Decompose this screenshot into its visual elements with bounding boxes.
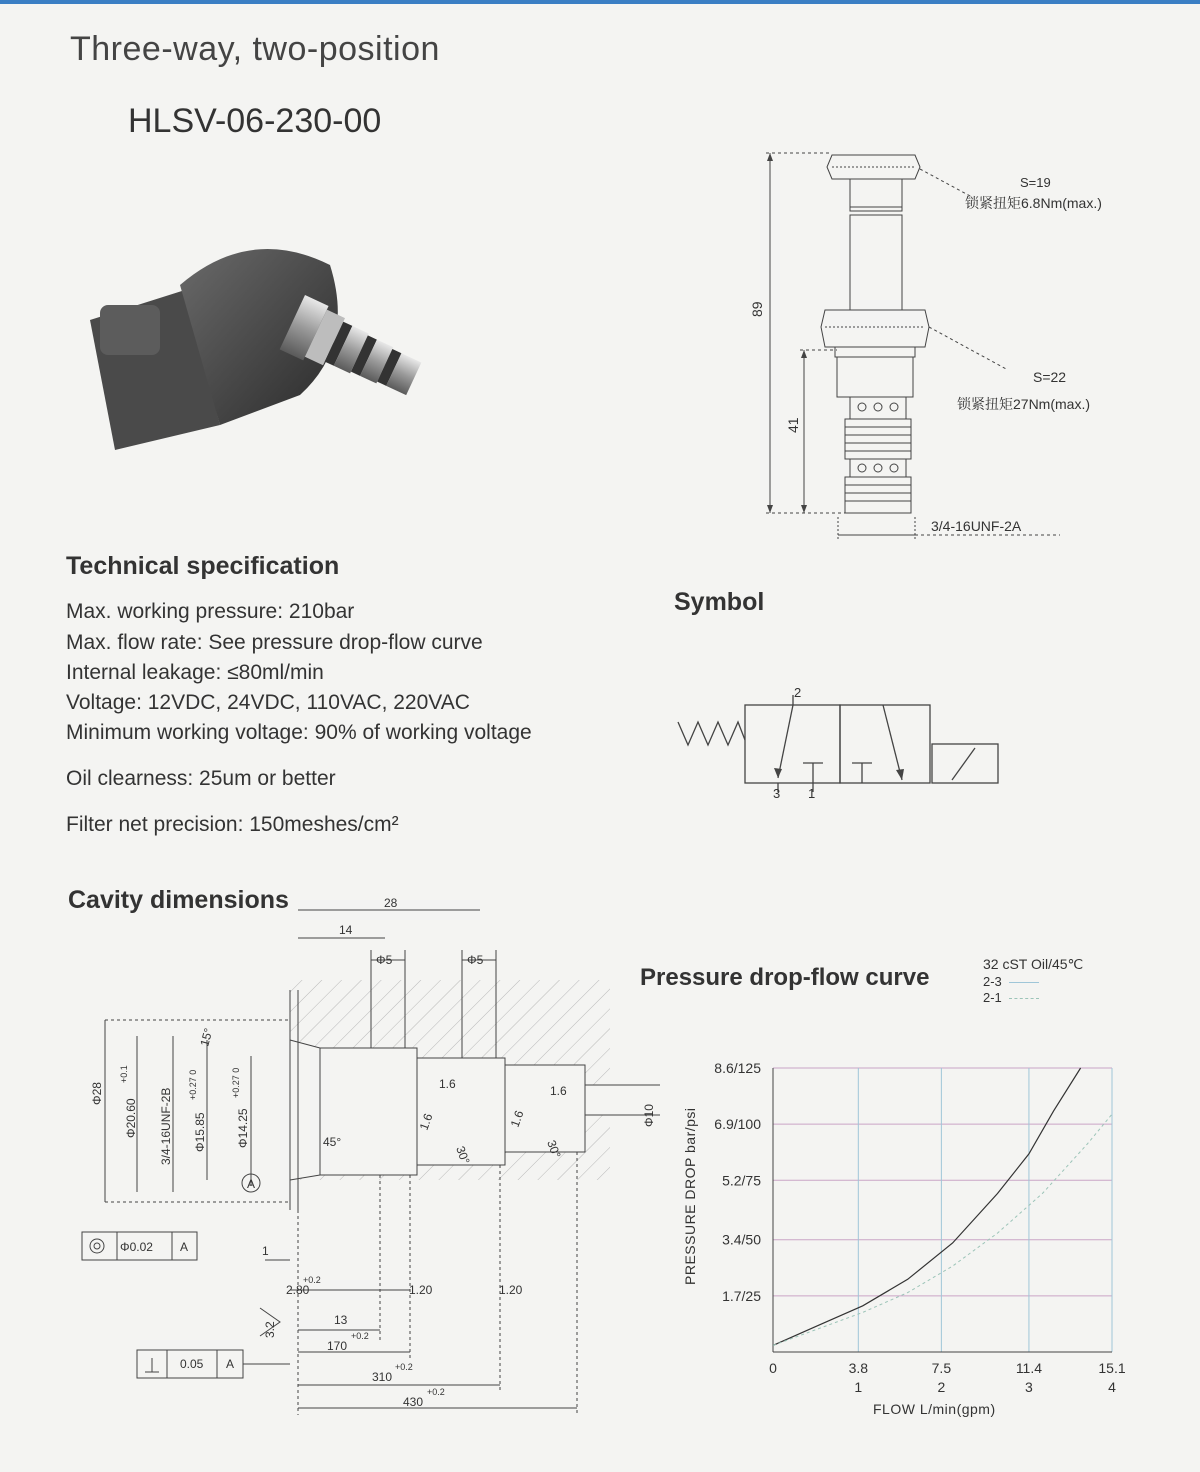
y-tick-label: 8.6/125 [714, 1060, 761, 1076]
legend-label: 2-1 [983, 990, 1002, 1005]
top-accent-bar [0, 0, 1200, 4]
hydraulic-symbol [670, 680, 1010, 810]
dim-unf: 3/4-16UNF-2B [159, 1087, 173, 1165]
angle-30-a: 30° [453, 1144, 473, 1167]
product-photo [70, 225, 460, 465]
spec-item: Oil clearness: 25um or better [66, 767, 336, 790]
dim-insert-length: 41 [785, 417, 801, 433]
x-tick-label: 7.5 [931, 1360, 952, 1376]
port-3-label: 3 [773, 786, 781, 801]
dim-phi5-b: Φ5 [467, 953, 484, 967]
datum-a: A [247, 1177, 256, 1191]
dim-d13: 13 [334, 1313, 348, 1327]
dim-phi10: Φ10 [642, 1104, 656, 1127]
spec-item: Voltage: 12VDC, 24VDC, 110VAC, 220VAC [66, 691, 470, 714]
series-line-2-3 [773, 1068, 1081, 1345]
tol-phi2060: +0.1 [119, 1065, 129, 1083]
cavity-drawing [75, 890, 670, 1425]
x-tick-label: 15.1 [1098, 1360, 1126, 1376]
valve-outline-drawing [740, 145, 1180, 550]
chart-x-ticks [769, 1360, 1126, 1395]
symbol-title: Symbol [674, 588, 765, 616]
dim-phi1585: Φ15.85 [193, 1112, 207, 1152]
chart-y-ticks [714, 1060, 761, 1304]
dim-d430: 430 [403, 1395, 424, 1409]
concentricity-ref: A [180, 1240, 189, 1254]
spec-item: Max. working pressure: 210bar [66, 600, 355, 623]
dim-phi28: Φ28 [90, 1082, 104, 1105]
dim-d280: 2.80 [286, 1283, 310, 1297]
hex-top-torque: 锁紧扭矩6.8Nm(max.) [965, 195, 1102, 211]
x-axis-label: FLOW L/min(gpm) [873, 1401, 996, 1417]
page-title: Three-way, two-position [70, 30, 440, 68]
legend-label: 2-3 [983, 974, 1002, 989]
dim-w14: 14 [339, 923, 353, 937]
hex-top-size: S=19 [1020, 175, 1051, 190]
dim-d32: 3.2 [263, 1321, 277, 1338]
tol-d280: +0.2 [303, 1275, 321, 1285]
tol-d430: +0.2 [427, 1387, 445, 1397]
legend-swatch [1009, 982, 1039, 983]
x-tick-label-gpm: 4 [1108, 1379, 1116, 1395]
legend-item-2-1 [983, 990, 1039, 1005]
tol-phi1425: +0.27 0 [231, 1067, 241, 1098]
dim-phi5-a: Φ5 [376, 953, 393, 967]
y-tick-label: 6.9/100 [714, 1116, 761, 1133]
dim-d1: 1 [262, 1244, 269, 1258]
y-tick-label: 5.2/75 [722, 1172, 761, 1189]
x-tick-label: 11.4 [1015, 1360, 1043, 1376]
x-tick-label-gpm: 3 [1025, 1379, 1033, 1395]
hex-mid-torque: 锁紧扭矩27Nm(max.) [957, 396, 1091, 412]
spec-item: Max. flow rate: See pressure drop-flow curve [66, 631, 483, 654]
series-line-2-1 [773, 1114, 1112, 1345]
dim-phi1425: Φ14.25 [236, 1108, 250, 1148]
rough-4: 1.6 [550, 1084, 567, 1098]
perpendicularity-value: 0.05 [180, 1357, 204, 1371]
legend-swatch [1009, 998, 1039, 999]
angle-45: 45° [323, 1135, 342, 1149]
dim-d120-b: 1.20 [499, 1283, 523, 1297]
dim-d310: 310 [372, 1370, 393, 1384]
legend-item-2-3 [983, 974, 1039, 989]
spec-item: Internal leakage: ≤80ml/min [66, 661, 324, 684]
oil-condition: 32 cST Oil/45℃ [983, 956, 1084, 972]
x-tick-label: 3.8 [848, 1360, 869, 1376]
dim-total-length: 89 [749, 301, 765, 317]
spec-title: Technical specification [66, 552, 340, 580]
dim-d170: 170 [327, 1339, 348, 1353]
port-2-label: 2 [794, 685, 802, 700]
spec-item: Filter net precision: 150meshes/cm² [66, 813, 399, 836]
chart-series [773, 1068, 1112, 1345]
dim-w28: 28 [384, 896, 398, 910]
perpendicularity-ref: A [226, 1357, 235, 1371]
concentricity-value: Φ0.02 [120, 1240, 153, 1254]
rough-2: 1.6 [416, 1111, 436, 1133]
rough-3: 1.6 [507, 1108, 527, 1130]
dim-phi2060: Φ20.60 [124, 1098, 138, 1138]
dim-d120-a: 1.20 [409, 1283, 433, 1297]
thread-spec: 3/4-16UNF-2A [931, 518, 1022, 534]
tol-d310: +0.2 [395, 1362, 413, 1372]
x-tick-label-gpm: 2 [937, 1379, 946, 1395]
port-1-label: 1 [808, 786, 816, 801]
x-tick-label-gpm: 1 [854, 1379, 863, 1395]
angle-15: 15° [197, 1026, 216, 1048]
cavity-title: Cavity dimensions [68, 886, 289, 914]
model-number: HLSV-06-230-00 [128, 102, 382, 140]
tol-phi1585: +0.27 0 [188, 1069, 198, 1100]
y-tick-label: 3.4/50 [722, 1231, 761, 1248]
chart-grid [773, 1068, 1112, 1352]
hex-mid-size: S=22 [1033, 369, 1067, 385]
angle-30-b: 30° [544, 1138, 564, 1161]
y-tick-label: 1.7/25 [722, 1287, 761, 1304]
spec-item: Minimum working voltage: 90% of working voltage [66, 721, 532, 744]
x-tick-label: 0 [769, 1360, 777, 1376]
y-axis-label: PRESSURE DROP bar/psi [682, 1107, 698, 1285]
curve-title: Pressure drop-flow curve [640, 964, 930, 991]
pressure-flow-chart [675, 1050, 1165, 1430]
rough-1: 1.6 [439, 1077, 456, 1091]
tol-d170: +0.2 [351, 1331, 369, 1341]
